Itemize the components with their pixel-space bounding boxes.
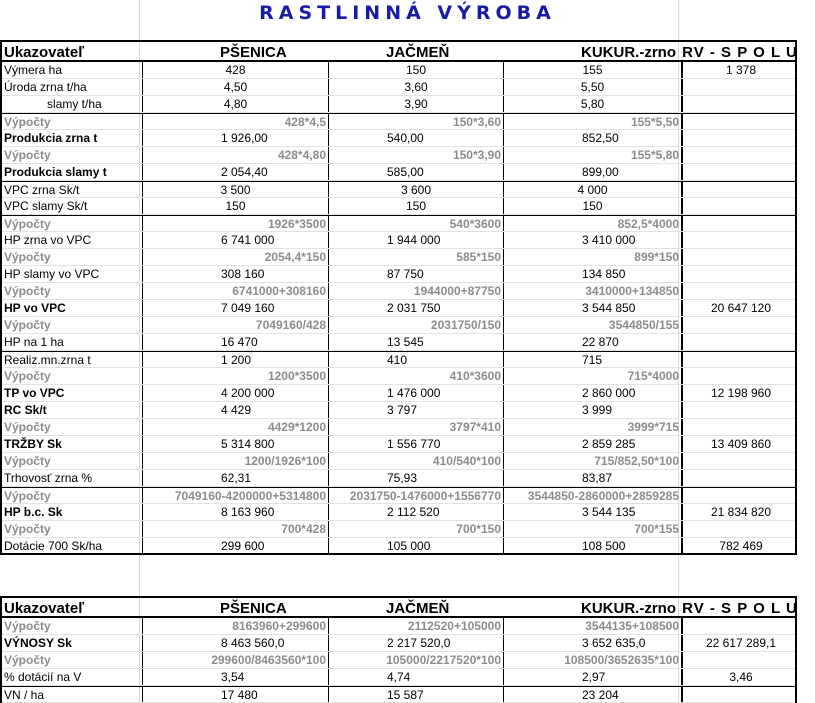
corn-cell: 155*5,50 (503, 114, 681, 129)
corn-cell: 899,00 (503, 164, 681, 180)
wheat-cell: 1200/1926*100 (142, 453, 328, 469)
table-row (2, 181, 795, 198)
wheat-cell: 428*4,80 (142, 147, 328, 163)
barley-cell: 3,90 (328, 96, 503, 112)
total-cell (681, 147, 799, 163)
row-label: VPC zrna Sk/t (4, 183, 80, 197)
barley-cell: 410 (328, 352, 503, 367)
header-wheat: PŠENICA (220, 44, 287, 60)
row-label: Výpočty (4, 318, 51, 332)
row-label: Výpočty (4, 522, 51, 536)
row-label: Úroda zrna t/ha (4, 80, 87, 94)
barley-cell: 2 217 520,0 (328, 635, 503, 651)
row-label: Dotácie 700 Sk/ha (4, 539, 103, 553)
barley-cell: 540*3600 (328, 216, 503, 231)
corn-cell: 899*150 (503, 249, 681, 265)
table-row (2, 487, 795, 504)
barley-cell: 3,60 (328, 79, 503, 95)
table-row (2, 436, 795, 453)
barley-cell: 3 797 (328, 402, 503, 418)
total-cell (681, 521, 799, 537)
wheat-cell: 308 160 (142, 266, 328, 282)
wheat-cell: 2 054,40 (142, 164, 328, 180)
total-cell (681, 652, 799, 668)
row-label: Produkcia slamy t (4, 165, 107, 179)
corn-cell: 2,97 (503, 669, 681, 685)
total-cell (681, 164, 799, 180)
table-row (2, 368, 795, 385)
row-label: Výpočty (4, 284, 51, 298)
corn-cell: 3544135+108500 (503, 618, 681, 634)
table-row (2, 351, 795, 368)
total-cell (681, 182, 799, 197)
table-row (2, 652, 795, 669)
wheat-cell: 7049160/428 (142, 317, 328, 333)
table-row (2, 521, 795, 538)
wheat-cell: 4 200 000 (142, 385, 328, 401)
barley-cell: 540,00 (328, 130, 503, 146)
barley-cell: 105000/2217520*100 (328, 652, 503, 668)
row-label: Výpočty (4, 369, 51, 383)
corn-cell: 715*4000 (503, 368, 681, 384)
corn-cell: 5,50 (503, 79, 681, 95)
barley-cell: 410/540*100 (328, 453, 503, 469)
header-total: RV - S P O L U (682, 44, 798, 60)
row-label: Výpočty (4, 420, 51, 434)
total-cell (681, 470, 799, 486)
row-label: VÝNOSY Sk (4, 636, 72, 650)
total-cell (681, 317, 799, 333)
corn-cell: 3410000+134850 (503, 283, 681, 299)
wheat-cell: 700*428 (142, 521, 328, 537)
wheat-cell: 4429*1200 (142, 419, 328, 435)
barley-cell: 150 (328, 198, 503, 214)
wheat-cell: 8 163 960 (142, 504, 328, 520)
wheat-cell: 7049160-4200000+5314800 (142, 488, 328, 503)
wheat-cell: 1 926,00 (142, 130, 328, 146)
table-row (2, 470, 795, 487)
wheat-cell: 428*4,5 (142, 114, 328, 129)
wheat-cell: 7 049 160 (142, 300, 328, 316)
row-label: HP slamy vo VPC (4, 267, 100, 281)
corn-cell: 155 (503, 62, 681, 78)
table-row (2, 79, 795, 96)
corn-cell: 3 999 (503, 402, 681, 418)
row-label: VN / ha (4, 688, 45, 702)
wheat-cell: 1200*3500 (142, 368, 328, 384)
row-label: HP na 1 ha (4, 335, 64, 349)
table-row (2, 618, 795, 635)
header-corn: KUKUR.-zrno (581, 600, 676, 616)
wheat-cell: 6741000+308160 (142, 283, 328, 299)
row-label: TP vo VPC (4, 386, 65, 400)
table-row (2, 402, 795, 419)
table-row (2, 147, 795, 164)
corn-cell: 108 500 (503, 538, 681, 553)
wheat-cell: 3 500 (142, 182, 328, 197)
row-label: Výpočty (4, 489, 51, 503)
row-label: Výmera ha (4, 63, 63, 77)
table-row (2, 317, 795, 334)
wheat-cell: 150 (142, 198, 328, 214)
wheat-cell: 6 741 000 (142, 232, 328, 248)
total-cell (681, 419, 799, 435)
row-label: HP zrna vo VPC (4, 233, 92, 247)
total-cell: 21 834 820 (681, 504, 799, 520)
table-row (2, 96, 795, 113)
barley-cell: 2112520+105000 (328, 618, 503, 634)
table-row (2, 635, 795, 652)
total-cell: 1 378 (681, 62, 799, 78)
table-row (2, 419, 795, 436)
total-cell: 22 617 289,1 (681, 635, 799, 651)
wheat-cell: 3,54 (142, 669, 328, 685)
total-cell (681, 368, 799, 384)
total-cell: 20 647 120 (681, 300, 799, 316)
barley-cell: 4,74 (328, 669, 503, 685)
row-label: Výpočty (4, 148, 51, 162)
wheat-cell: 16 470 (142, 334, 328, 350)
total-cell: 13 409 860 (681, 436, 799, 452)
barley-cell: 150 (328, 62, 503, 78)
header-row (2, 40, 798, 62)
corn-cell: 852,5*4000 (503, 216, 681, 231)
wheat-cell: 17 480 (142, 687, 328, 702)
barley-cell: 150*3,60 (328, 114, 503, 129)
barley-cell: 3 600 (328, 182, 503, 197)
table-row (2, 198, 795, 215)
corn-cell: 83,87 (503, 470, 681, 486)
barley-cell: 150*3,90 (328, 147, 503, 163)
table-row (2, 504, 795, 521)
total-cell (681, 216, 799, 231)
total-cell: 782 469 (681, 538, 799, 553)
corn-cell: 715 (503, 352, 681, 367)
barley-cell: 13 545 (328, 334, 503, 350)
barley-cell: 585*150 (328, 249, 503, 265)
row-label: Výpočty (4, 619, 51, 633)
wheat-cell: 5 314 800 (142, 436, 328, 452)
wheat-cell: 4,80 (142, 96, 328, 112)
table-row (2, 113, 795, 130)
wheat-cell: 299 600 (142, 538, 328, 553)
row-label: Výpočty (4, 115, 51, 129)
table-row (2, 215, 795, 232)
table-row (2, 686, 795, 703)
header-barley: JAČMEŇ (386, 600, 450, 616)
row-label: Výpočty (4, 653, 51, 667)
yield-table (0, 596, 797, 703)
row-label: Trhovosť zrna % (4, 471, 93, 485)
total-cell: 3,46 (681, 669, 799, 685)
total-cell (681, 266, 799, 282)
corn-cell: 155*5,80 (503, 147, 681, 163)
row-label: Realiz.mn.zrna t (4, 353, 91, 367)
corn-cell: 700*155 (503, 521, 681, 537)
barley-cell: 700*150 (328, 521, 503, 537)
total-cell (681, 488, 799, 503)
barley-cell: 1 944 000 (328, 232, 503, 248)
barley-cell: 1 476 000 (328, 385, 503, 401)
barley-cell: 2 112 520 (328, 504, 503, 520)
corn-cell: 2 859 285 (503, 436, 681, 452)
row-label: Produkcia zrna t (4, 131, 98, 145)
header-wheat: PŠENICA (220, 600, 287, 616)
total-cell (681, 618, 799, 634)
wheat-cell: 4 429 (142, 402, 328, 418)
corn-cell: 134 850 (503, 266, 681, 282)
row-label: % dotácií na V (4, 670, 82, 684)
wheat-cell: 2054,4*150 (142, 249, 328, 265)
total-cell (681, 232, 799, 248)
barley-cell: 87 750 (328, 266, 503, 282)
row-label: slamy t/ha (47, 97, 102, 111)
table-row (2, 669, 795, 686)
total-cell (681, 198, 799, 214)
corn-cell: 4 000 (503, 182, 681, 197)
header-indicator: Ukazovateľ (4, 600, 84, 616)
total-cell (681, 130, 799, 146)
corn-cell: 852,50 (503, 130, 681, 146)
table-row (2, 283, 795, 300)
corn-cell: 5,80 (503, 96, 681, 112)
total-cell (681, 79, 799, 95)
corn-cell: 715/852,50*100 (503, 453, 681, 469)
table-row (2, 453, 795, 470)
row-label: RC Sk/t (4, 403, 47, 417)
corn-cell: 3 544 850 (503, 300, 681, 316)
row-label: TRŽBY Sk (4, 437, 62, 451)
total-cell (681, 687, 799, 702)
table-row (2, 300, 795, 317)
corn-cell: 108500/3652635*100 (503, 652, 681, 668)
table-row (2, 334, 795, 351)
table-row (2, 385, 795, 402)
corn-cell: 22 870 (503, 334, 681, 350)
total-cell (681, 352, 799, 367)
total-cell (681, 249, 799, 265)
corn-cell: 3999*715 (503, 419, 681, 435)
barley-cell: 15 587 (328, 687, 503, 702)
row-label: VPC slamy Sk/t (4, 199, 88, 213)
barley-cell: 3797*410 (328, 419, 503, 435)
corn-cell: 3 544 135 (503, 504, 681, 520)
total-cell (681, 402, 799, 418)
barley-cell: 2 031 750 (328, 300, 503, 316)
table-row (2, 130, 795, 147)
corn-cell: 3 652 635,0 (503, 635, 681, 651)
total-cell (681, 453, 799, 469)
barley-cell: 75,93 (328, 470, 503, 486)
total-cell (681, 334, 799, 350)
barley-cell: 585,00 (328, 164, 503, 180)
sheet-title: RASTLINNÁ VÝROBA (259, 2, 556, 24)
table-row (2, 538, 795, 555)
total-cell: 12 198 960 (681, 385, 799, 401)
barley-cell: 2031750-1476000+1556770 (328, 488, 503, 503)
table-row (2, 266, 795, 283)
row-label: Výpočty (4, 217, 51, 231)
corn-cell: 3 410 000 (503, 232, 681, 248)
corn-cell: 150 (503, 198, 681, 214)
wheat-cell: 1 200 (142, 352, 328, 367)
row-label: Výpočty (4, 454, 51, 468)
corn-cell: 3544850-2860000+2859285 (503, 488, 681, 503)
barley-cell: 105 000 (328, 538, 503, 553)
wheat-cell: 428 (142, 62, 328, 78)
wheat-cell: 8163960+299600 (142, 618, 328, 634)
wheat-cell: 8 463 560,0 (142, 635, 328, 651)
wheat-cell: 299600/8463560*100 (142, 652, 328, 668)
wheat-cell: 1926*3500 (142, 216, 328, 231)
row-label: HP b.c. Sk (4, 505, 63, 519)
table-row (2, 232, 795, 249)
total-cell (681, 96, 799, 112)
wheat-cell: 62,31 (142, 470, 328, 486)
header-corn: KUKUR.-zrno (581, 44, 676, 60)
row-label: HP vo VPC (4, 301, 66, 315)
header-total: RV - S P O L U (682, 600, 798, 616)
wheat-cell: 4,50 (142, 79, 328, 95)
total-cell (681, 283, 799, 299)
header-row (2, 596, 798, 618)
header-barley: JAČMEŇ (386, 44, 450, 60)
corn-cell: 3544850/155 (503, 317, 681, 333)
total-cell (681, 114, 799, 129)
header-indicator: Ukazovateľ (4, 44, 84, 60)
barley-cell: 1944000+87750 (328, 283, 503, 299)
barley-cell: 1 556 770 (328, 436, 503, 452)
barley-cell: 2031750/150 (328, 317, 503, 333)
barley-cell: 410*3600 (328, 368, 503, 384)
corn-cell: 2 860 000 (503, 385, 681, 401)
row-label: Výpočty (4, 250, 51, 264)
corn-cell: 23 204 (503, 687, 681, 702)
table-row (2, 249, 795, 266)
production-table (0, 40, 797, 555)
table-row (2, 164, 795, 181)
table-row (2, 62, 795, 79)
